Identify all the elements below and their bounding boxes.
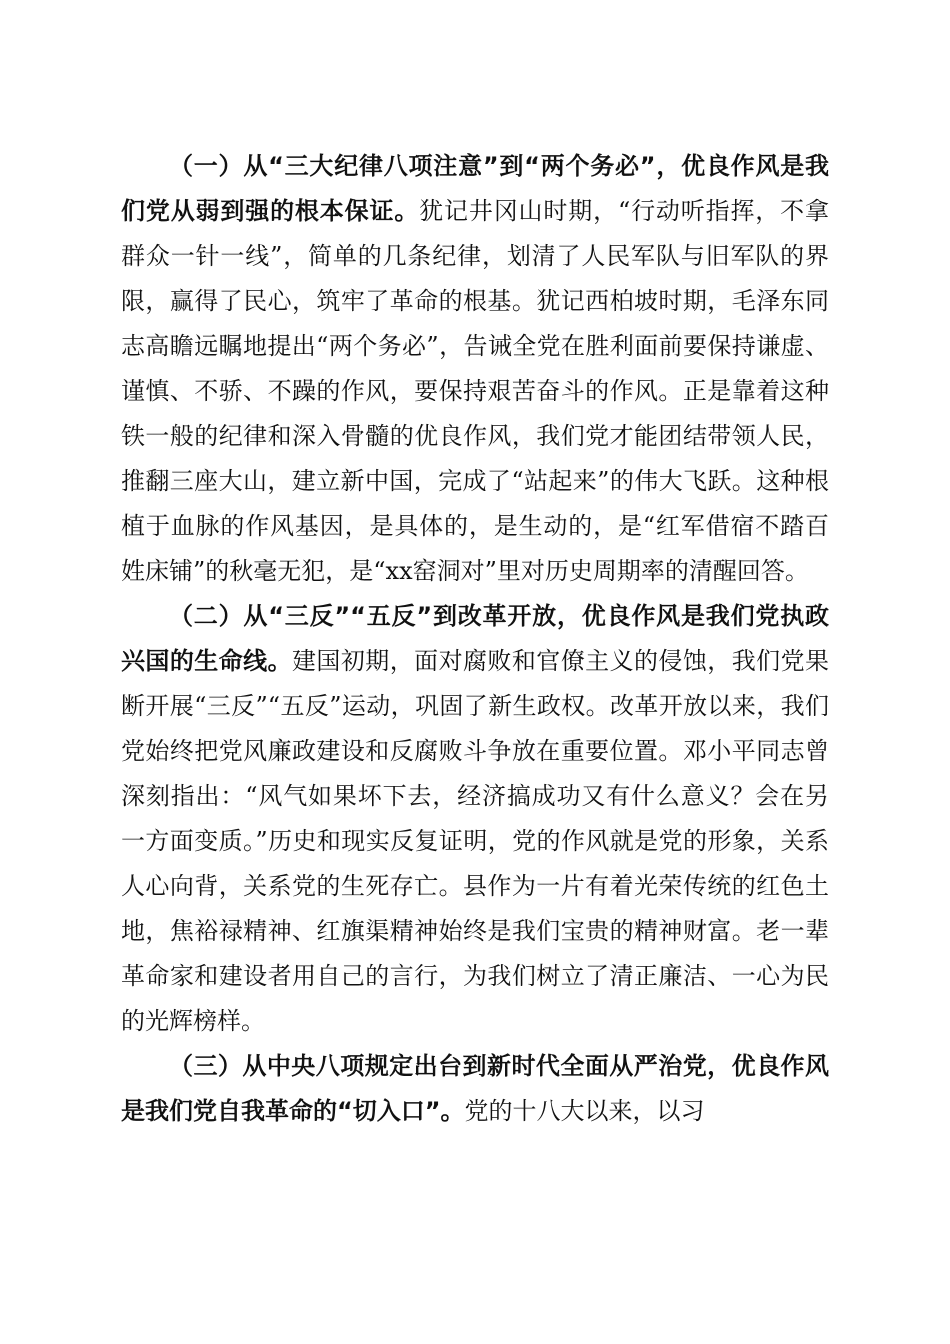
paragraph-2-heading: （二）从“三反”“五反”到改革开放，优良作风是我们党执政兴国的生命线。	[121, 602, 829, 675]
paragraph-3	[121, 1044, 829, 1134]
paragraph-1-body: 犹记井冈山时期，“行动听指挥，不拿群众一针一线”，简单的几条纪律，划清了人民军队与旧军队的界限，赢得了民心，筑牢了革命的根基。犹记西柏坡时期，毛泽东同志高瞻远瞩地提出“两个务必”，告诫全党在胜利面前要保持谦虚、谨慎、不骄、不躁的作风，要保持艰苦奋斗的作风。正是靠着这种铁一般的纪律和深入骨髓的优良作风，我们党才能团结带领人民，推翻三座大山，建立新中国，完成了“站起来”的伟大飞跃。这种根植于血脉的作风基因，是具体的，是生动的，是“红军借宿不踏百姓床铺”的秋毫无犯，是“xx窑洞对”里对历史周期率的清醒回答。	[121, 197, 829, 585]
paragraph-2	[121, 594, 829, 1044]
paragraph-1	[121, 144, 829, 594]
paragraph-2-body: 建国初期，面对腐败和官僚主义的侵蚀，我们党果断开展“三反”“五反”运动，巩固了新生政权。改革开放以来，我们党始终把党风廉政建设和反腐败斗争放在重要位置。邓小平同志曾深刻指出：“风气如果坏下去，经济搞成功又有什么意义？会在另一方面变质。”历史和现实反复证明，党的作风就是党的形象，关系人心向背，关系党的生死存亡。县作为一片有着光荣传统的红色土地，焦裕禄精神、红旗渠精神始终是我们宝贵的精神财富。老一辈革命家和建设者用自己的言行，为我们树立了清正廉洁、一心为民的光辉榜样。	[121, 647, 829, 1035]
paragraph-3-heading: （三）从中央八项规定出台到新时代全面从严治党，优良作风是我们党自我革命的“切入口”。	[121, 1052, 829, 1125]
paragraph-1-heading: （一）从“三大纪律八项注意”到“两个务必”，优良作风是我们党从弱到强的根本保证。	[121, 152, 829, 225]
paragraph-3-body: 党的十八大以来，以习	[464, 1097, 705, 1125]
document-page	[121, 144, 829, 1134]
